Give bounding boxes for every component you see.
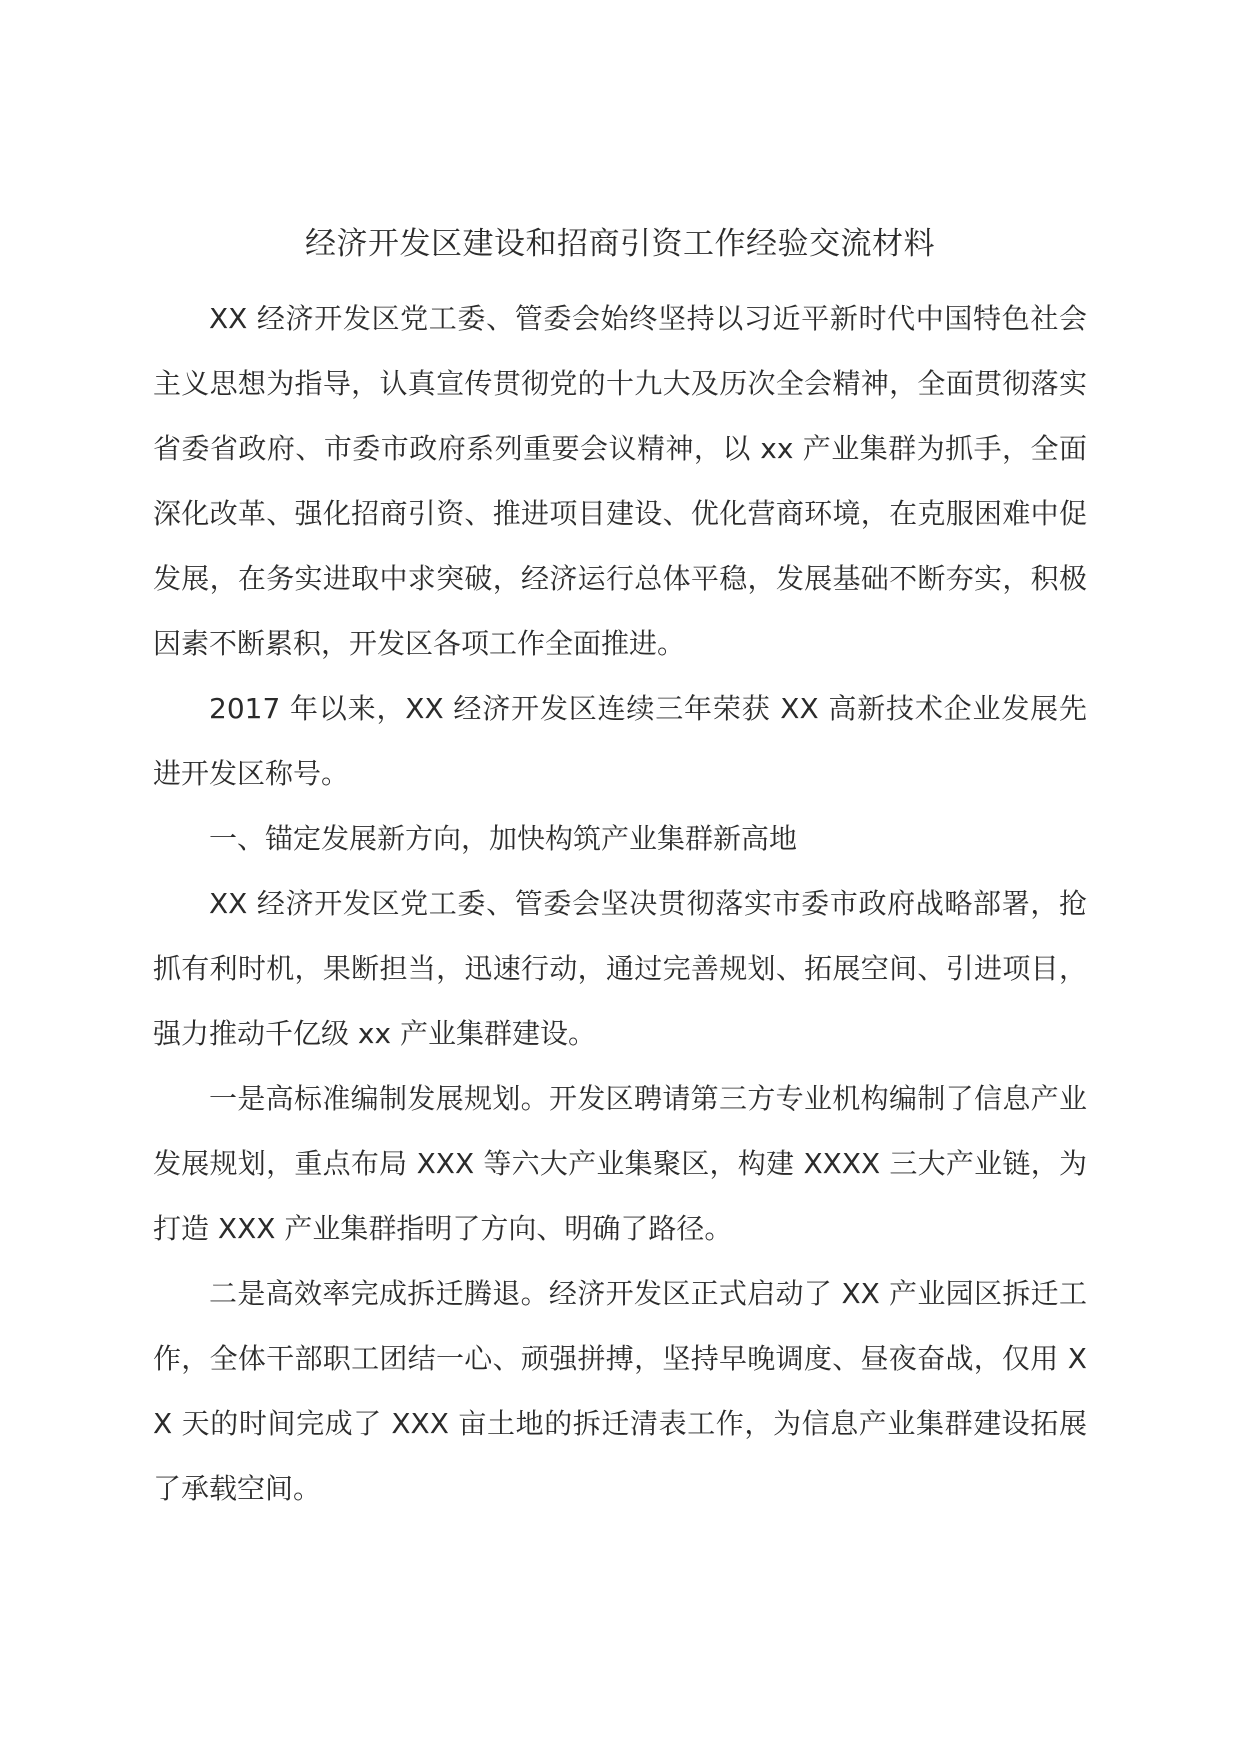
paragraph-planning: 一是高标准编制发展规划。开发区聘请第三方专业机构编制了信息产业发展规划，重点布局 XXX 等六大产业集聚区，构建 XXXX 三大产业链，为打造 XXX 产业集群指明了方向、明确了路径。: [153, 1082, 1087, 1245]
document-title: 经济开发区建设和招商引资工作经验交流材料: [305, 226, 935, 262]
section-heading-1: 一、锚定发展新方向，加快构筑产业集群新高地: [209, 822, 798, 855]
paragraph-relocation: 二是高效率完成拆迁腾退。经济开发区正式启动了 XX 产业园区拆迁工作，全体干部职工团结一心、顽强拼搏，坚持早晚调度、昼夜奋战，仅用 XX 天的时间完成了 XXX 亩土地的拆迁清表工作，为信息产业集群建设拓展了承载空间。: [153, 1277, 1087, 1505]
document-body: [153, 286, 1087, 1521]
paragraph-honor: 2017 年以来，XX 经济开发区连续三年荣获 XX 高新技术企业发展先进开发区称号。: [153, 692, 1087, 790]
paragraph-section-1: XX 经济开发区党工委、管委会坚决贯彻落实市委市政府战略部署，抢抓有利时机，果断担当，迅速行动，通过完善规划、拓展空间、引进项目，强力推动千亿级 xx 产业集群建设。: [153, 887, 1087, 1050]
paragraph-intro: XX 经济开发区党工委、管委会始终坚持以习近平新时代中国特色社会主义思想为指导，认真宣传贯彻党的十九大及历次全会精神，全面贯彻落实省委省政府、市委市政府系列重要会议精神，以 xx 产业集群为抓手，全面深化改革、强化招商引资、推进项目建设、优化营商环境，在克服困难中促发展，在务实进取中求突破，经济运行总体平稳，发展基础不断夯实，积极因素不断累积，开发区各项工作全面推进。: [153, 302, 1087, 660]
